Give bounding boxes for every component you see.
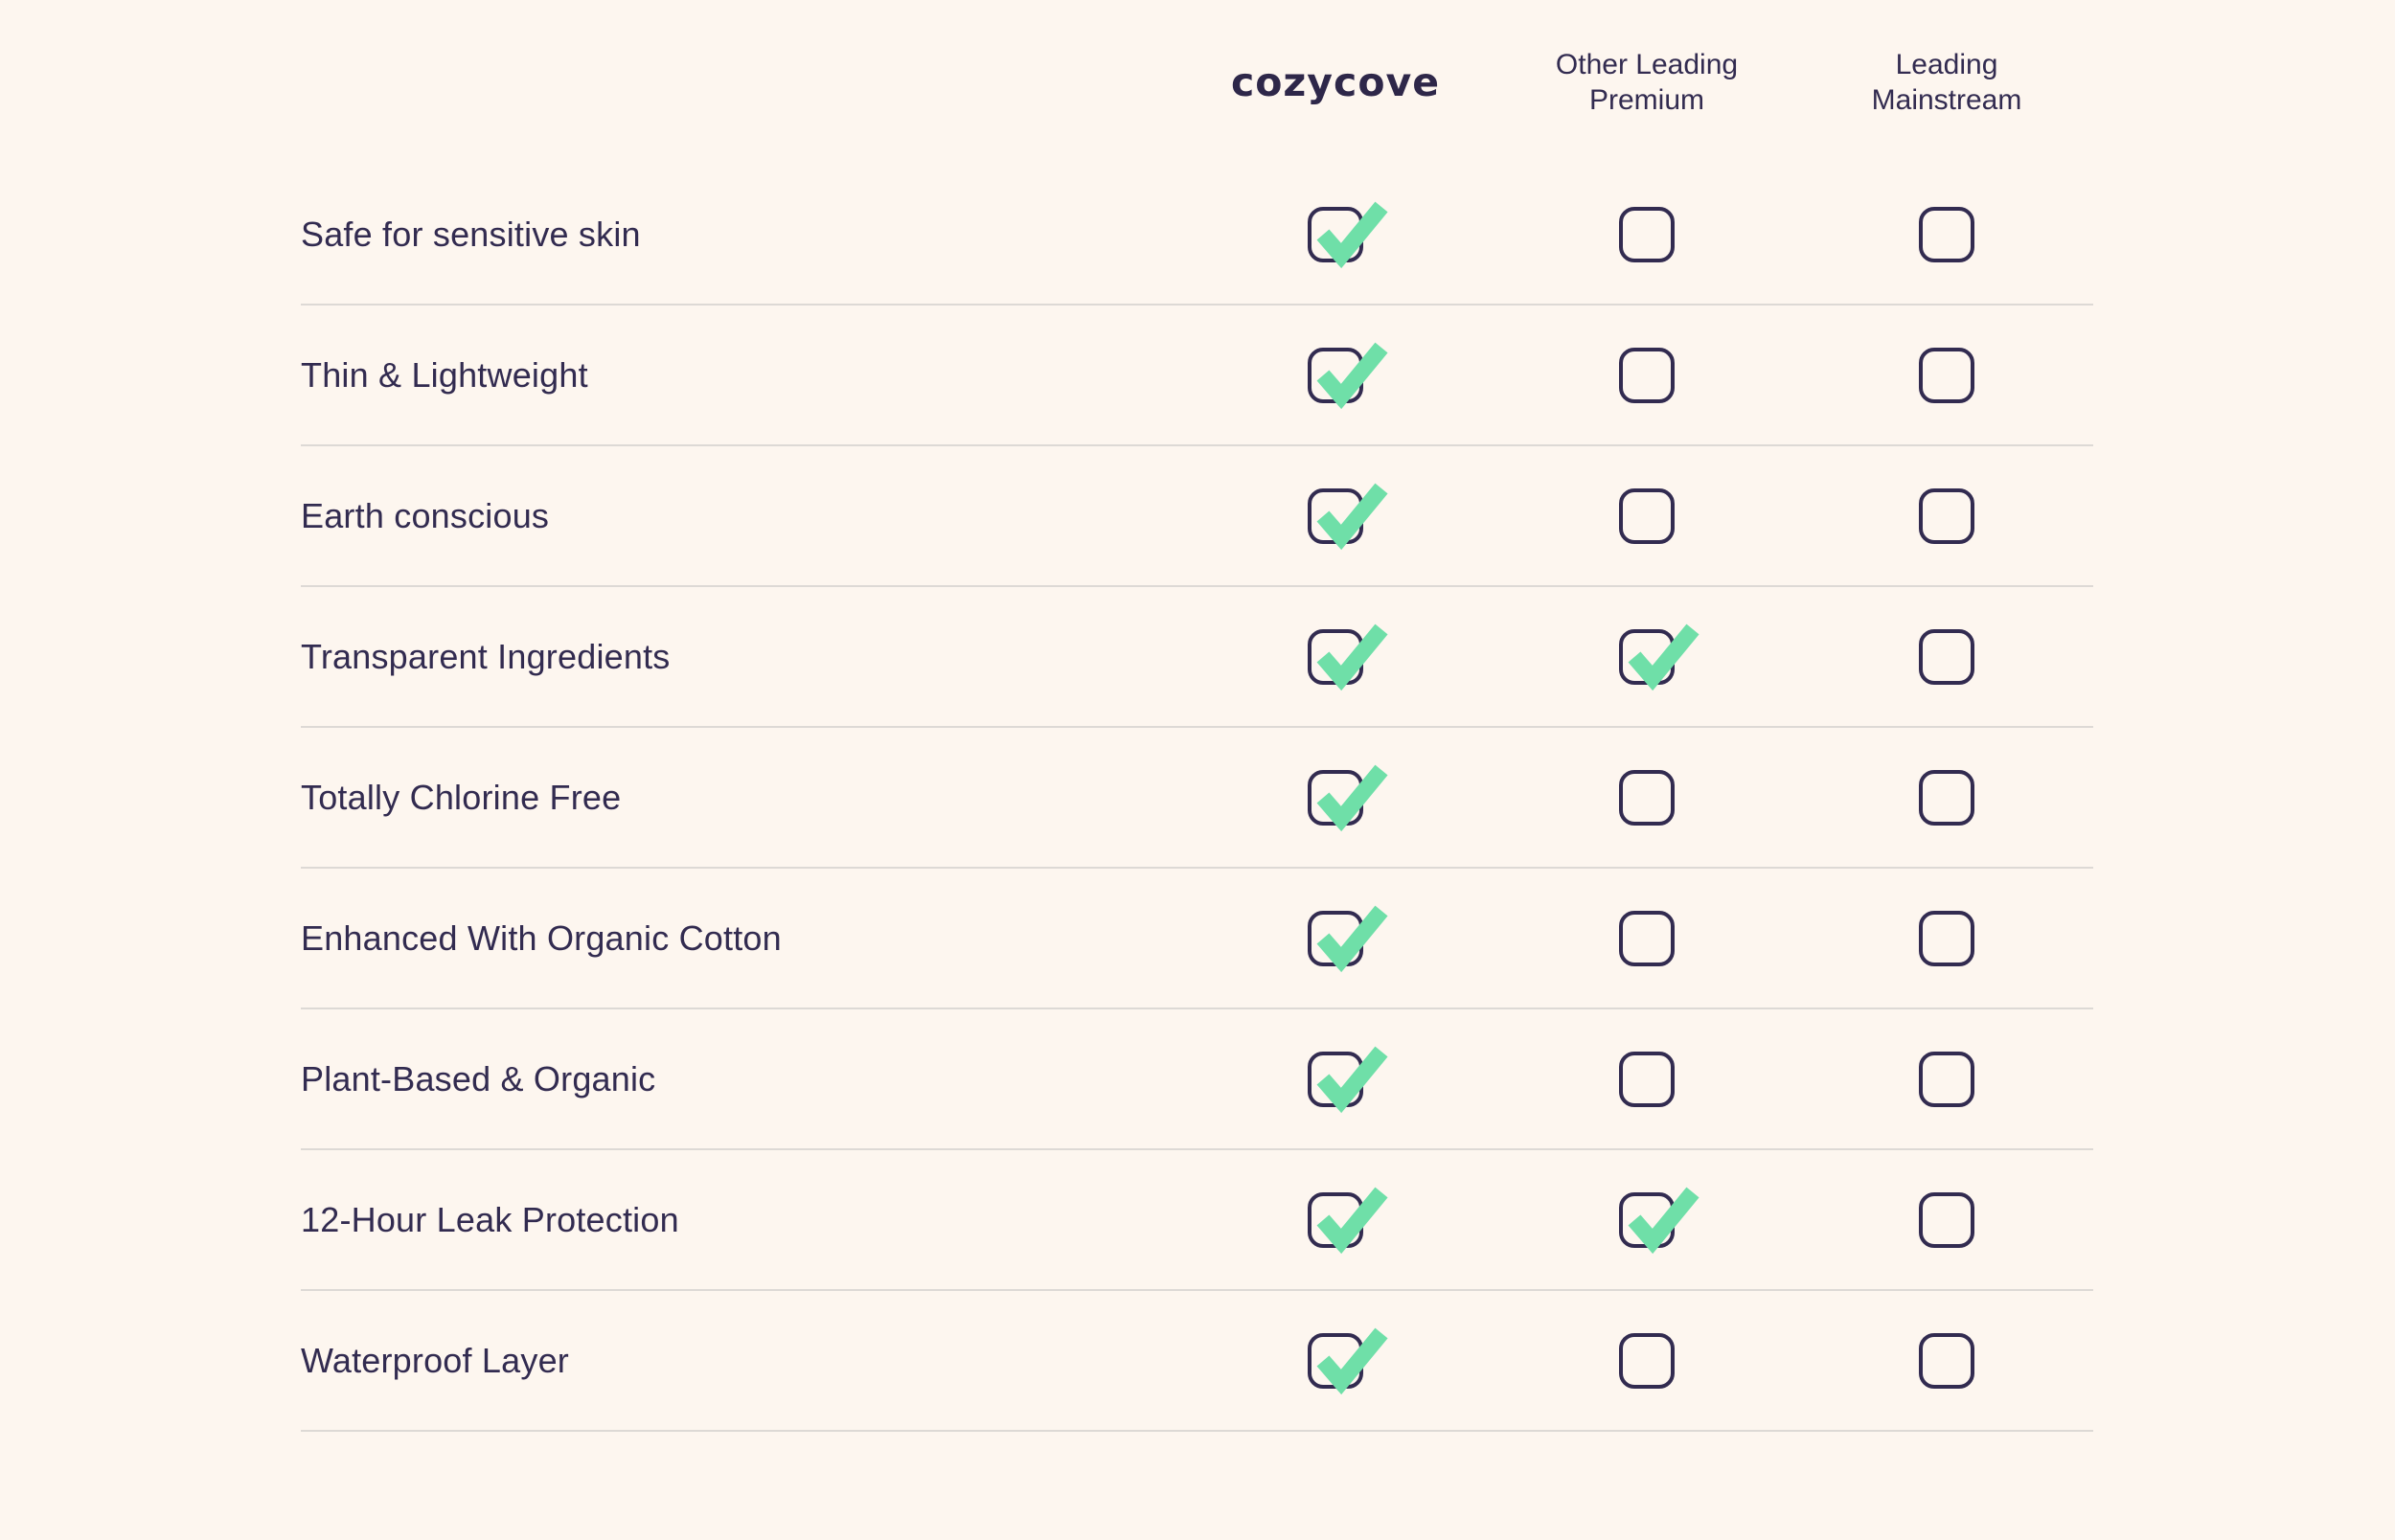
table-row <box>301 1009 2093 1150</box>
checkbox <box>1919 911 1974 966</box>
table-row <box>301 1291 2093 1432</box>
check-cell-leading-mainstream <box>1800 207 2093 262</box>
check-cell-cozycove <box>1177 488 1494 544</box>
check-cell-leading-mainstream <box>1800 1192 2093 1248</box>
check-cell-cozycove <box>1177 348 1494 403</box>
table-row <box>301 869 2093 1009</box>
check-cell-other-leading-premium <box>1494 1192 1800 1248</box>
checkbox <box>1619 1333 1675 1389</box>
check-cell-cozycove <box>1177 911 1494 966</box>
checkbox <box>1619 348 1675 403</box>
checkbox <box>1919 207 1974 262</box>
column-header-label: Leading Mainstream <box>1871 49 2022 116</box>
check-cell-cozycove <box>1177 207 1494 262</box>
row-label: Enhanced With Organic Cotton <box>301 917 782 958</box>
check-cell-leading-mainstream <box>1800 488 2093 544</box>
table-row <box>301 306 2093 446</box>
checkbox <box>1919 1333 1974 1389</box>
check-cell-cozycove <box>1177 770 1494 826</box>
check-cell-leading-mainstream <box>1800 1052 2093 1107</box>
check-cell-cozycove <box>1177 1052 1494 1107</box>
check-cell-other-leading-premium <box>1494 629 1800 685</box>
row-label: Safe for sensitive skin <box>301 214 641 254</box>
check-cell-other-leading-premium <box>1494 770 1800 826</box>
check-cell-leading-mainstream <box>1800 911 2093 966</box>
row-label: 12-Hour Leak Protection <box>301 1199 679 1239</box>
check-cell-other-leading-premium <box>1494 1052 1800 1107</box>
checkbox <box>1308 348 1363 403</box>
check-cell-other-leading-premium <box>1494 1333 1800 1389</box>
comparison-table <box>301 0 2093 1432</box>
column-header-cozycove <box>1177 59 1494 105</box>
cozycove-logo: cozycove <box>1230 59 1441 105</box>
check-icon <box>1312 900 1391 973</box>
row-label: Transparent Ingredients <box>301 636 671 676</box>
check-cell-other-leading-premium <box>1494 207 1800 262</box>
check-icon <box>1312 196 1391 269</box>
check-icon <box>1624 1182 1702 1255</box>
check-cell-leading-mainstream <box>1800 629 2093 685</box>
row-label: Earth conscious <box>301 495 550 535</box>
checkbox <box>1308 1192 1363 1248</box>
checkbox <box>1919 629 1974 685</box>
row-label: Waterproof Layer <box>301 1340 569 1380</box>
check-icon <box>1312 1041 1391 1114</box>
table-header <box>301 0 2093 165</box>
checkbox <box>1619 770 1675 826</box>
check-cell-other-leading-premium <box>1494 348 1800 403</box>
checkbox <box>1619 629 1675 685</box>
table-row <box>301 587 2093 728</box>
table-row <box>301 165 2093 306</box>
checkbox <box>1619 911 1675 966</box>
row-label: Thin & Lightweight <box>301 354 588 395</box>
check-icon <box>1312 619 1391 691</box>
checkbox <box>1619 488 1675 544</box>
table-row <box>301 1150 2093 1291</box>
check-icon <box>1312 1323 1391 1395</box>
table-row <box>301 728 2093 869</box>
checkbox <box>1308 488 1363 544</box>
check-icon <box>1312 759 1391 832</box>
check-cell-cozycove <box>1177 1333 1494 1389</box>
checkbox <box>1619 1192 1675 1248</box>
checkbox <box>1308 1333 1363 1389</box>
checkbox <box>1919 770 1974 826</box>
checkbox <box>1308 207 1363 262</box>
check-cell-leading-mainstream <box>1800 1333 2093 1389</box>
comparison-table-body <box>301 165 2093 1432</box>
check-cell-other-leading-premium <box>1494 911 1800 966</box>
table-row <box>301 446 2093 587</box>
checkbox <box>1308 1052 1363 1107</box>
row-label: Plant-Based & Organic <box>301 1058 656 1098</box>
checkbox <box>1308 629 1363 685</box>
checkbox <box>1919 1052 1974 1107</box>
checkbox <box>1308 770 1363 826</box>
column-header-other-leading-premium <box>1494 47 1800 118</box>
checkbox <box>1919 1192 1974 1248</box>
row-label: Totally Chlorine Free <box>301 777 622 817</box>
checkbox <box>1619 1052 1675 1107</box>
checkbox <box>1919 488 1974 544</box>
checkbox <box>1308 911 1363 966</box>
check-icon <box>1624 619 1702 691</box>
checkbox <box>1619 207 1675 262</box>
check-cell-cozycove <box>1177 1192 1494 1248</box>
check-cell-leading-mainstream <box>1800 348 2093 403</box>
checkbox <box>1919 348 1974 403</box>
check-cell-cozycove <box>1177 629 1494 685</box>
check-icon <box>1312 478 1391 551</box>
column-header-leading-mainstream <box>1800 47 2093 118</box>
check-cell-other-leading-premium <box>1494 488 1800 544</box>
check-icon <box>1312 337 1391 410</box>
check-icon <box>1312 1182 1391 1255</box>
check-cell-leading-mainstream <box>1800 770 2093 826</box>
column-header-label: Other Leading Premium <box>1555 49 1739 116</box>
